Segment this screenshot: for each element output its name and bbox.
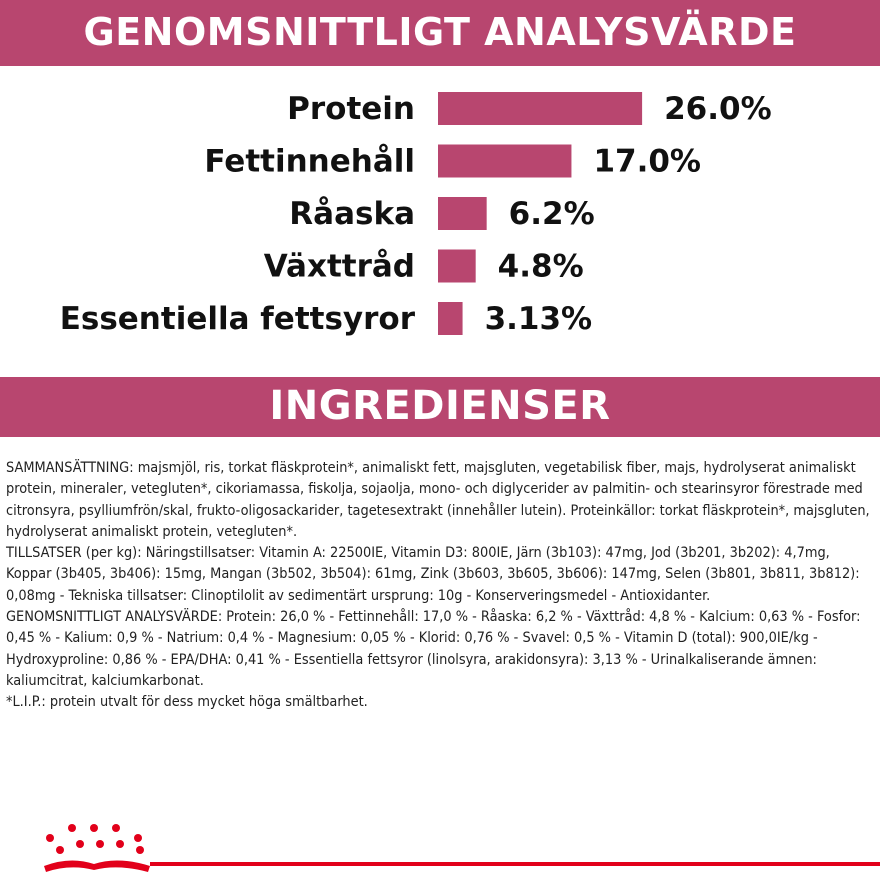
value-label: 4.8%	[497, 248, 584, 285]
value-label: 6.2%	[508, 196, 595, 232]
footer-brand	[0, 818, 880, 880]
category-label: Fettinnehåll	[204, 143, 415, 180]
bar	[438, 197, 487, 230]
category-label: Essentiella fettsyror	[59, 301, 415, 337]
composition-paragraph: SAMMANSÄTTNING: majsmjöl, ris, torkat fläskprotein*, animaliskt fett, majsgluten, vegetabilisk fiber, majs, hydrolyserat animaliskt protein, mineraler, vetegluten*, cikoriamassa, fiskolja, sojaolja, mono- och diglycerider av palmitin- och stearinsyror förestrade med citronsyra, psylliumfrön/skal, frukto-oligosackarider, tagetesextrakt (innehåller lutein). Proteinkällor: torkat fläskprotein*, majsgluten, hydrolyserat animaliskt protein, vetegluten*.	[6, 460, 870, 540]
value-label: 26.0%	[664, 91, 772, 127]
bar	[438, 92, 642, 125]
value-label: 3.13%	[484, 301, 593, 337]
crown-icon	[44, 824, 150, 872]
category-label: Protein	[287, 91, 415, 127]
analysis-paragraph: GENOMSNITTLIGT ANALYSVÄRDE: Protein: 26,0 % - Fettinnehåll: 17,0 % - Råaska: 6,2 % - Växttråd: 4,8 % - Kalcium: 0,63 % - Fosfor: 0,45 % - Kalium: 0,9 % - Natrium: 0,4 % - Magnesium: 0,05 % - Klorid: 0,76 % - Svavel: 0,5 % - Vitamin D (total): 900,0IE/kg - Hydroxyproline: 0,86 % - EPA/DHA: 0,41 % - Essentiella fettsyror (linolsyra, arakidonsyra): 3,13 % - Urinalkaliserande ämnen: kaliumcitrat, kalciumkarbonat.	[6, 609, 861, 689]
category-label: Råaska	[289, 196, 415, 232]
lip-note: *L.I.P.: protein utvalt för dess mycket höga smältbarhet.	[6, 694, 368, 711]
ingredients-title: INGREDIENSER	[269, 383, 611, 429]
ingredients-banner	[0, 377, 880, 437]
analysis-title: GENOMSNITTLIGT ANALYSVÄRDE	[83, 10, 797, 54]
bar	[438, 145, 571, 178]
analysis-banner	[0, 0, 880, 66]
ingredients-text	[6, 458, 874, 714]
analysis-bar-chart	[0, 80, 880, 350]
category-label: Växttråd	[263, 248, 415, 285]
footer-divider-line	[150, 862, 880, 866]
value-label: 17.0%	[593, 143, 701, 180]
bar	[438, 250, 476, 283]
additives-paragraph: TILLSATSER (per kg): Näringstillsatser: Vitamin A: 22500IE, Vitamin D3: 800IE, Järn (3b103): 47mg, Jod (3b201, 3b202): 4,7mg, Koppar (3b405, 3b406): 15mg, Mangan (3b502, 3b504): 61mg, Zink (3b603, 3b605, 3b606): 147mg, Selen (3b801, 3b811, 3b812): 0,08mg - Tekniska tillsatser: Clinoptilolit av sedimentärt ursprung: 10g - Konserveringsmedel - Antioxidanter.	[6, 545, 860, 604]
bar	[438, 302, 463, 335]
